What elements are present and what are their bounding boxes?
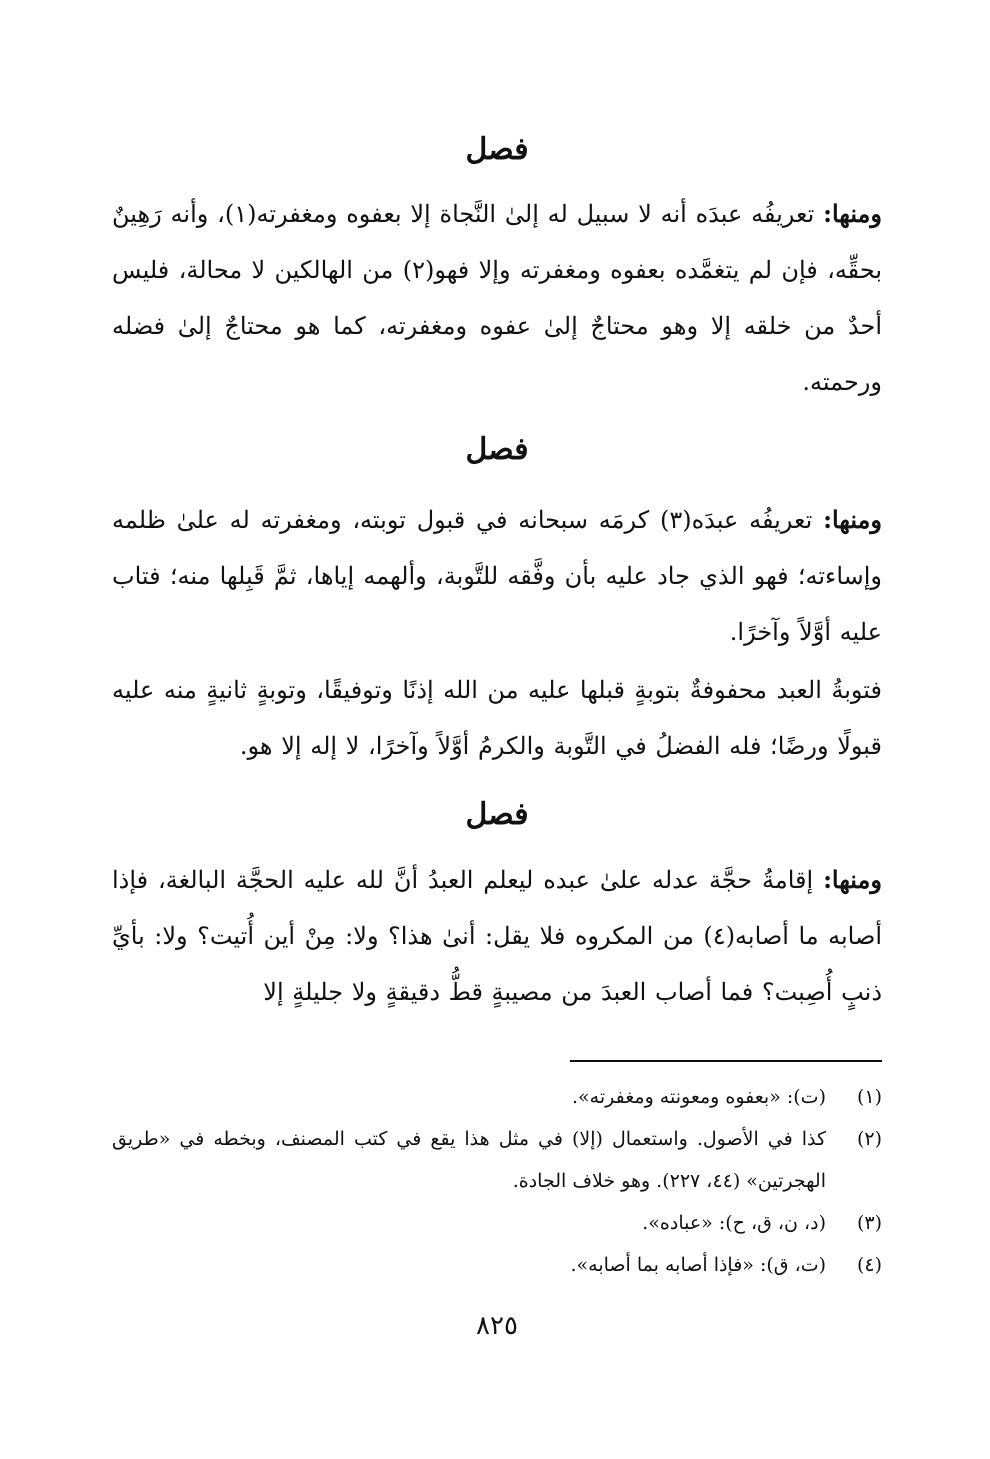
document-page bbox=[112, 0, 882, 1459]
footnote-text: (ت): «بعفوه ومعونته ومغفرته». bbox=[572, 1086, 826, 1108]
footnote-separator bbox=[112, 1040, 882, 1080]
footnote-number: (٣) bbox=[856, 1212, 882, 1234]
section-paragraph bbox=[112, 852, 882, 1020]
footnotes-list bbox=[112, 1076, 882, 1286]
footnote-item bbox=[112, 1244, 882, 1286]
footnote-text: (د، ن، ق، ح): «عباده». bbox=[642, 1212, 826, 1234]
footnote-text: كذا في الأصول. واستعمال (إلا) في مثل هذا يقع في كتب المصنف، وبخطه في «طريق الهجرتين» (٤٤، ٢٢٧). وهو خلاف الجادة. bbox=[112, 1128, 826, 1192]
paragraph-text: تعريفُه عبدَه(٣) كرمَه سبحانه في قبول توبته، ومغفرته له علىٰ ظلمه وإساءته؛ فهو الذي جاد عليه بأن وفَّقه للتَّوبة، وألهمه إياها، ثمَّ قَبِلها منه؛ فتاب عليه أوَّلاً وآخرًا. bbox=[112, 506, 882, 646]
footnote-item bbox=[112, 1202, 882, 1244]
paragraph-lead: ومنها: bbox=[823, 865, 882, 894]
section-heading: فصل bbox=[465, 432, 529, 467]
footnote-item bbox=[112, 1076, 882, 1118]
section-heading: فصل bbox=[465, 132, 529, 167]
section-paragraph bbox=[112, 492, 882, 660]
footnote-rule-line bbox=[570, 1060, 882, 1062]
paragraph-lead: ومنها: bbox=[823, 505, 882, 534]
section-heading: فصل bbox=[465, 797, 529, 832]
footnote-item bbox=[112, 1118, 882, 1202]
section-paragraph bbox=[112, 662, 882, 774]
footnote-text: (ت، ق): «فإذا أصابه بما أصابه». bbox=[570, 1254, 826, 1276]
paragraph-text: تعريفُه عبدَه أنه لا سبيل له إلىٰ النَّجاة إلا بعفوه ومغفرته(١)، وأنه رَهِينٌ بحقِّه، فإن لم يتغمَّده بعفوه ومغفرته وإلا فهو(٢) من الهالكين لا محالة، فليس أحدٌ من خلقه إلا وهو محتاجٌ إلىٰ عفوه ومغفرته، كما هو محتاجٌ إلىٰ فضله ورحمته. bbox=[112, 200, 882, 396]
section-paragraph bbox=[112, 186, 882, 410]
footnote-number: (٤) bbox=[856, 1254, 882, 1276]
footnote-number: (٢) bbox=[856, 1128, 882, 1150]
footnote-number: (١) bbox=[856, 1086, 882, 1108]
paragraph-lead: ومنها: bbox=[823, 199, 882, 228]
paragraph-text: فتوبةُ العبد محفوفةٌ بتوبةٍ قبلها عليه من الله إذنًا وتوفيقًا، وتوبةٍ ثانيةٍ منه عليه قبولًا ورضًا؛ فله الفضلُ في التَّوبة والكرمُ أوَّلاً وآخرًا، لا إله إلا هو. bbox=[112, 676, 883, 760]
page-number: ٨٢٥ bbox=[476, 1311, 518, 1341]
paragraph-text: إقامةُ حجَّة عدله علىٰ عبده ليعلم العبدُ أنَّ لله عليه الحجَّة البالغة، فإذا أصابه ما أصابه(٤) من المكروه فلا يقل: أنىٰ هذا؟ ولا: مِنْ أين أُتيت؟ ولا: بأيِّ ذنبٍ أُصِبت؟ فما أصاب العبدَ من مصيبةٍ قطُّ دقيقةٍ ولا جليلةٍ إلا bbox=[112, 866, 882, 1006]
